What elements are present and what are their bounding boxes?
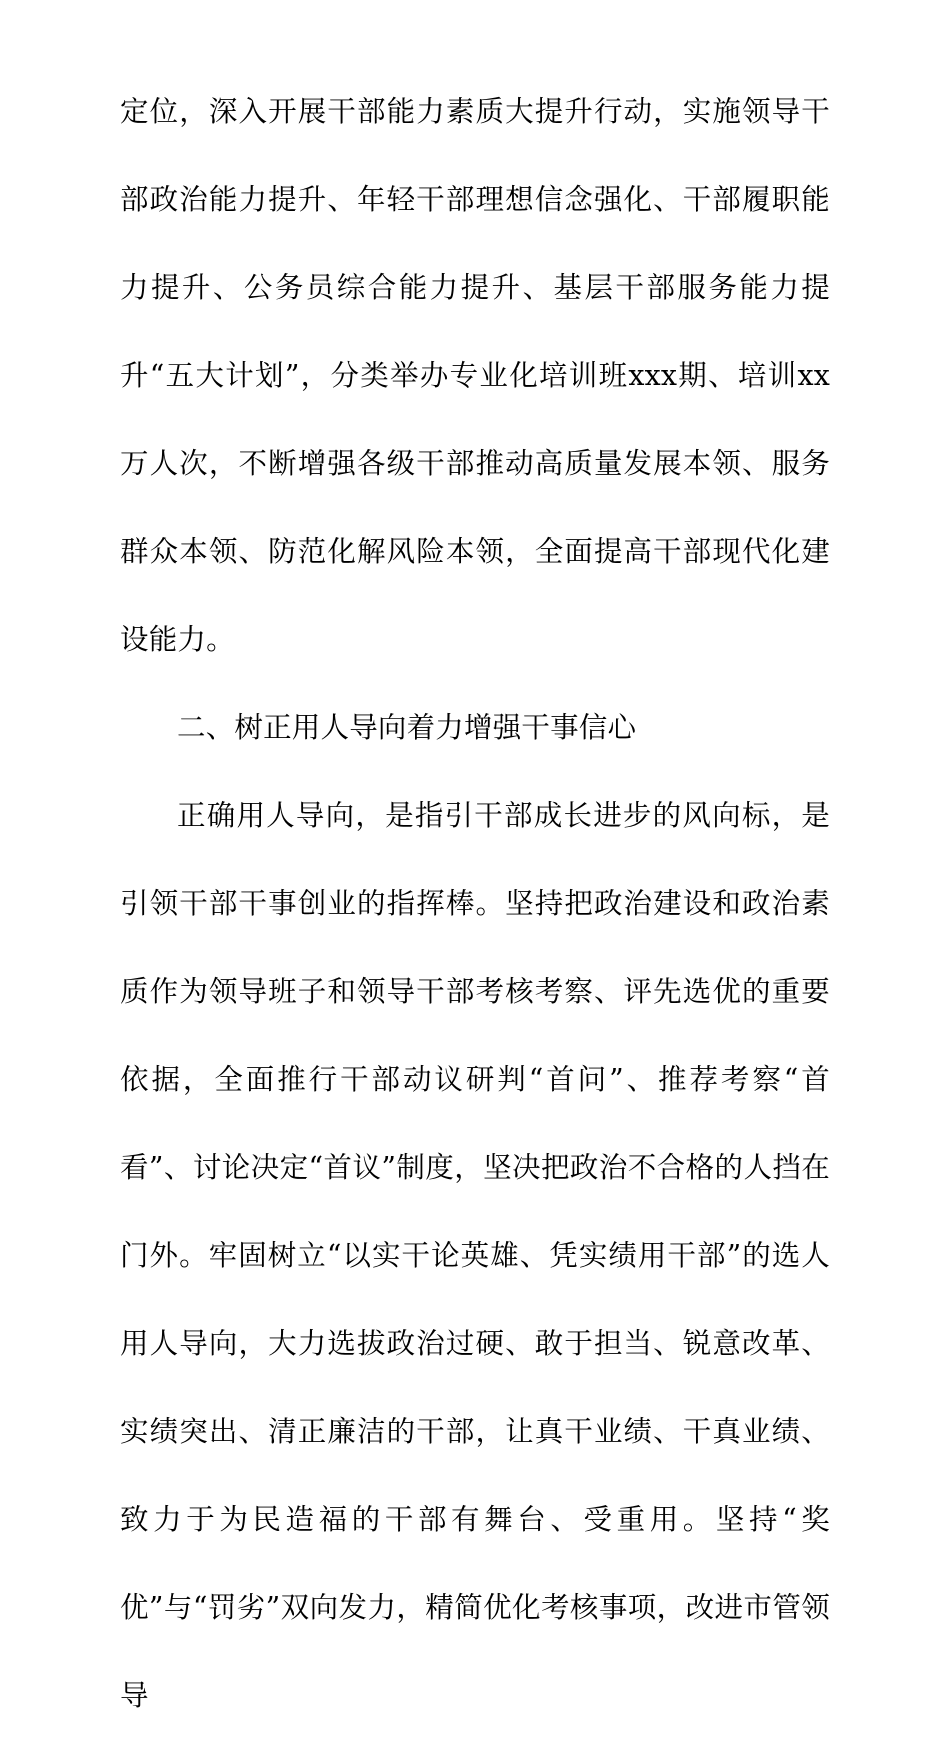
document-body xyxy=(120,68,830,1740)
paragraph-body: 正确用人导向，是指引干部成长进步的风向标，是引领干部干事创业的指挥棒。坚持把政治建设和政治素质作为领导班子和领导干部考核考察、评先选优的重要依据，全面推行干部动议研判“首问”、推荐考察“首看”、讨论决定“首议”制度，坚决把政治不合格的人挡在门外。牢固树立“以实干论英雄、凭实绩用干部”的选人用人导向，大力选拔政治过硬、敢于担当、锐意改革、实绩突出、清正廉洁的干部，让真干业绩、干真业绩、致力于为民造福的干部有舞台、受重用。坚持“奖优”与“罚劣”双向发力，精简优化考核事项，改进市管领导 xyxy=(120,799,830,1712)
section-heading: 二、树正用人导向着力增强干事信心 xyxy=(177,711,637,744)
paragraph-continued: 定位，深入开展干部能力素质大提升行动，实施领导干部政治能力提升、年轻干部理想信念强化、干部履职能力提升、公务员综合能力提升、基层干部服务能力提升“五大计划”，分类举办专业化培训班xxx期、培训xx万人次，不断增强各级干部推动高质量发展本领、服务群众本领、防范化解风险本领，全面提高干部现代化建设能力。 xyxy=(120,95,830,656)
